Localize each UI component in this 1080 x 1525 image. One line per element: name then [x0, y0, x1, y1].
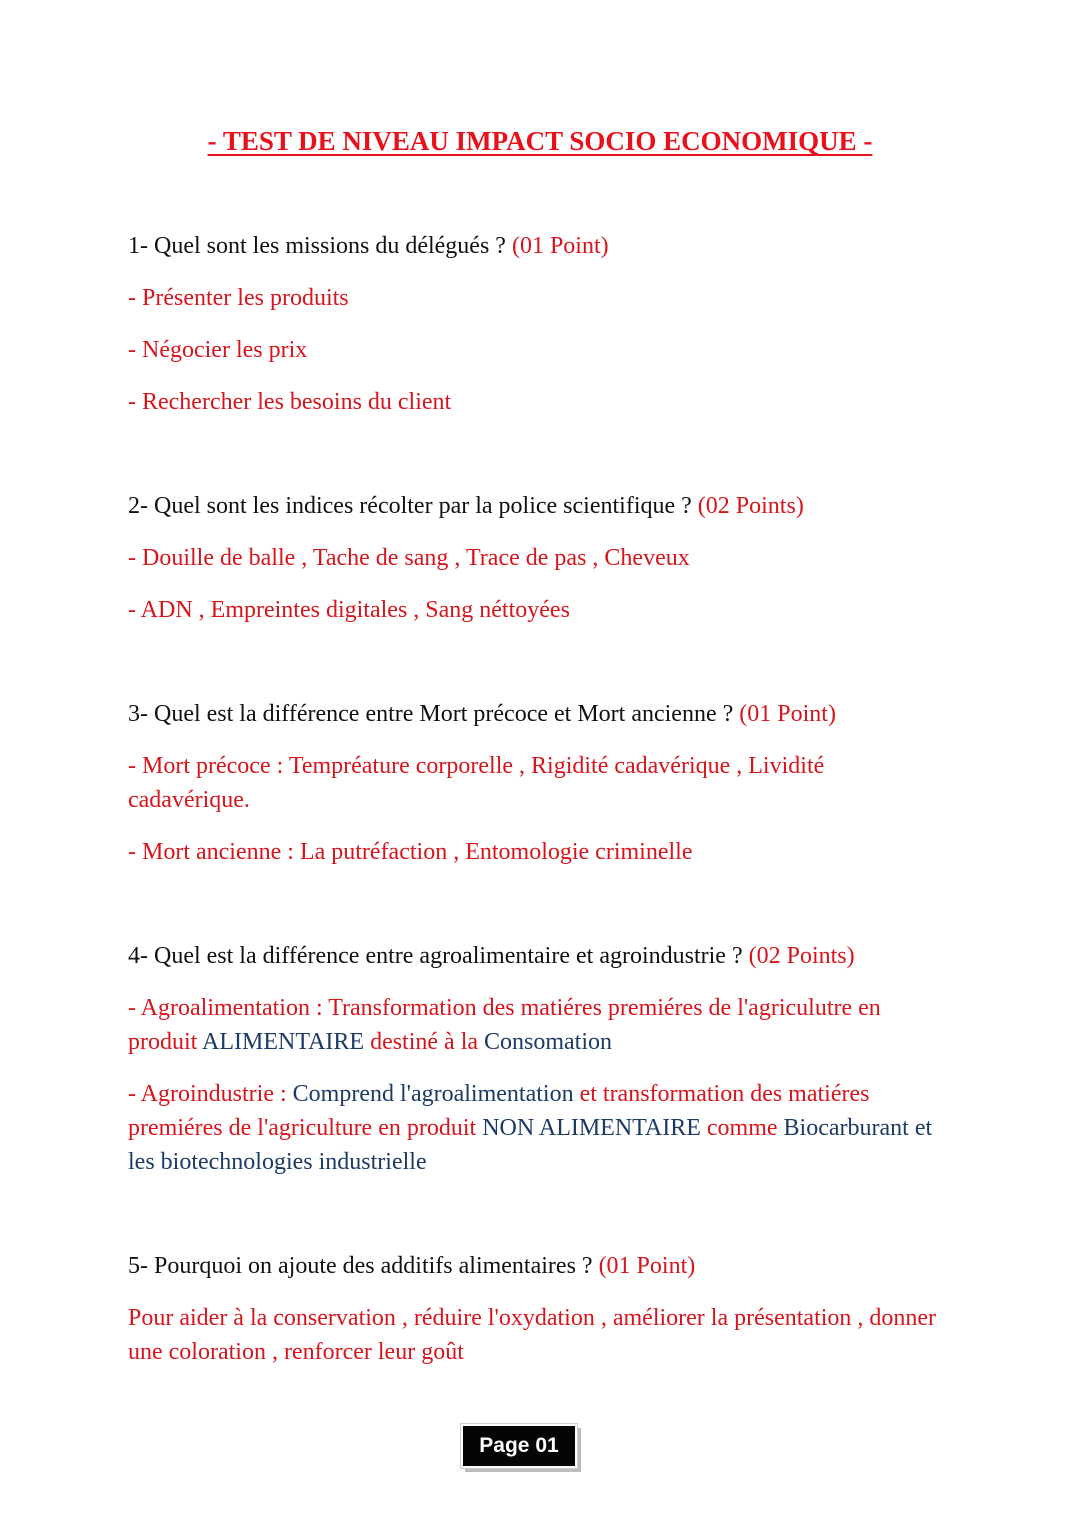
- answer-1-1: - Présenter les produits: [128, 285, 349, 311]
- question-2-text: 2- Quel sont les indices récolter par la police scientifique ?: [128, 493, 692, 519]
- answer-4-2-part-e: comme: [700, 1115, 784, 1141]
- page-title: - TEST DE NIVEAU IMPACT SOCIO ECONOMIQUE -: [207, 126, 873, 156]
- answer-2-1: - Douille de balle , Tache de sang , Trace de pas , Cheveux: [128, 545, 690, 571]
- question-4-points: (02 Points): [748, 943, 855, 969]
- answer-4-1-part-d: Consomation: [484, 1029, 613, 1055]
- answer-1-2: - Négocier les prix: [128, 337, 308, 363]
- question-1-points: (01 Point): [511, 233, 609, 259]
- answer-4-1-part-b: ALIMENTAIRE: [202, 1029, 365, 1055]
- answer-4-2-part-c: et transformation des matiéres premiéres de l'agriculture en produit: [128, 1081, 870, 1141]
- question-2-points: (02 Points): [697, 493, 804, 519]
- answer-3-1: - Mort précoce : Tempréature corporelle , Rigidité cadavérique , Lividité cadavérique.: [128, 753, 825, 813]
- answer-2-2: - ADN , Empreintes digitales , Sang néttoyées: [128, 597, 570, 623]
- question-4-text: 4- Quel est la différence entre agroalimentaire et agroindustrie ?: [128, 943, 743, 969]
- answer-3-2: - Mort ancienne : La putréfaction , Entomologie criminelle: [128, 839, 693, 865]
- answer-4-1-part-c: destiné à la: [364, 1029, 485, 1055]
- answer-5-1: Pour aider à la conservation , réduire l'oxydation , améliorer la présentation , donner une coloration , renforcer leur goût: [128, 1305, 937, 1365]
- question-5-points: (01 Point): [598, 1253, 696, 1279]
- question-1: [128, 229, 948, 263]
- page-number-badge: Page 01: [461, 1424, 577, 1468]
- answer-4-2-part-f: Biocarburant et les biotechnologies industrielle: [128, 1115, 933, 1175]
- answer-4-2: [128, 1077, 948, 1179]
- answer-1-3: - Rechercher les besoins du client: [128, 389, 452, 415]
- question-1-text: 1- Quel sont les missions du délégués ?: [128, 233, 506, 259]
- answer-4-2-part-a: - Agroindustrie :: [128, 1081, 293, 1107]
- answer-4-2-part-d: NON ALIMENTAIRE: [482, 1115, 701, 1141]
- answer-4-2-part-b: Comprend l'agroalimentation: [292, 1081, 574, 1107]
- question-2: [128, 489, 948, 523]
- question-5: [128, 1249, 948, 1283]
- question-3-points: (01 Point): [739, 701, 836, 727]
- test-content: [128, 229, 948, 1387]
- question-5-text: 5- Pourquoi on ajoute des additifs alimentaires ?: [128, 1253, 593, 1279]
- question-3: [128, 697, 948, 731]
- question-4: [128, 939, 948, 973]
- question-3-text: 3- Quel est la différence entre Mort précoce et Mort ancienne ?: [128, 701, 734, 727]
- answer-4-1-part-a: - Agroalimentation : Transformation des matiéres premiéres de l'agriculutre en produit: [128, 995, 881, 1055]
- answer-4-1: [128, 991, 948, 1059]
